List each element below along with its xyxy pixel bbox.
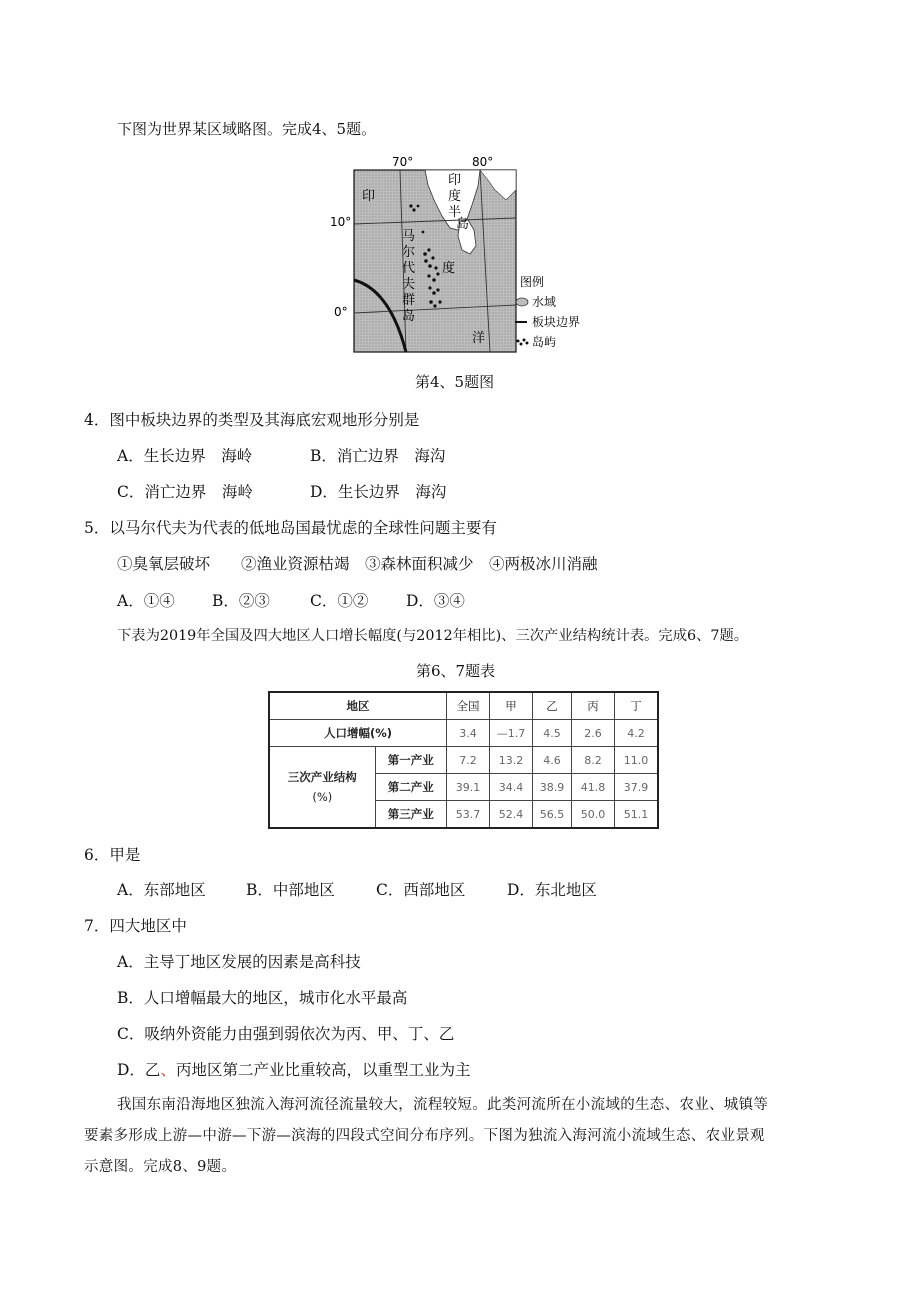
q7-option-d-prefix: D．乙 — [117, 1061, 161, 1079]
table-cell: 50.0 — [572, 801, 615, 829]
population-value: 4.2 — [615, 720, 659, 747]
legend-island-swatch — [517, 339, 529, 346]
map-label-yin: 印 — [362, 189, 376, 204]
q6-option-c[interactable]: C．西部地区 — [376, 881, 466, 899]
islands-char-2: 尔 — [402, 245, 416, 260]
lat-label-10: 10° — [330, 215, 352, 229]
peninsula-char-4: 岛 — [456, 217, 470, 232]
q7-option-d-rest: 丙地区第二产业比重较高，以重型工业为主 — [175, 1061, 471, 1079]
table-cell: 8.2 — [572, 747, 615, 774]
row-label: 第二产业 — [375, 774, 446, 801]
q7-option-d-comma: 、 — [160, 1061, 176, 1079]
lon-label-80: 80° — [472, 155, 494, 169]
intro-q4-5: 下图为世界某区域略图。完成4、5题。 — [117, 120, 377, 138]
table-cell: 4.6 — [533, 747, 572, 774]
table-cell: 41.8 — [572, 774, 615, 801]
q4-stem: 4．图中板块边界的类型及其海底宏观地形分别是 — [84, 411, 420, 429]
table-cell: 39.1 — [447, 774, 490, 801]
table-cell: 11.0 — [615, 747, 659, 774]
legend-water-swatch — [516, 298, 528, 306]
q7-option-c[interactable]: C．吸纳外资能力由强到弱依次为丙、甲、丁、乙 — [117, 1025, 455, 1043]
header-national: 全国 — [447, 692, 490, 720]
population-value: 2.6 — [572, 720, 615, 747]
q4-option-d[interactable]: D．生长边界 海沟 — [310, 483, 447, 501]
q4-option-c[interactable]: C．消亡边界 海岭 — [117, 483, 253, 501]
table-caption: 第6、7题表 — [416, 662, 496, 680]
statistics-table — [268, 691, 659, 829]
q6-option-d[interactable]: D．东北地区 — [507, 881, 597, 899]
map-label-du: 度 — [442, 261, 456, 276]
islands-char-3: 代 — [402, 261, 416, 276]
q6-stem: 6．甲是 — [84, 846, 141, 864]
q4-option-b[interactable]: B．消亡边界 海沟 — [310, 447, 446, 465]
islands-char-6: 岛 — [402, 309, 416, 324]
header-ding: 丁 — [615, 692, 659, 720]
header-jia: 甲 — [490, 692, 533, 720]
islands-char-4: 夫 — [402, 277, 416, 292]
q7-option-a[interactable]: A．主导丁地区发展的因素是高科技 — [117, 953, 361, 971]
intro-q8-9-line1: 我国东南沿海地区独流入海河流径流量较大，流程较短。此类河流所在小流域的生态、农业、城镇等 — [117, 1097, 769, 1113]
q5-option-d[interactable]: D．③④ — [406, 592, 465, 610]
table-row-population — [269, 720, 658, 747]
row-label: 第三产业 — [375, 801, 446, 829]
q4-option-a[interactable]: A．生长边界 海岭 — [117, 447, 253, 465]
peninsula-char-1: 印 — [448, 173, 462, 188]
table-cell: 13.2 — [490, 747, 533, 774]
table-cell: 56.5 — [533, 801, 572, 829]
table-cell: 51.1 — [615, 801, 659, 829]
peninsula-char-3: 半 — [448, 205, 462, 220]
header-yi: 乙 — [533, 692, 572, 720]
legend-water-label: 水域 — [532, 295, 557, 309]
q7-stem: 7．四大地区中 — [84, 917, 187, 935]
row-label: 第一产业 — [375, 747, 446, 774]
population-value: 4.5 — [533, 720, 572, 747]
population-value: —1.7 — [490, 720, 533, 747]
region-map — [330, 150, 600, 360]
map-label-yang: 洋 — [472, 331, 486, 346]
lon-label-70: 70° — [392, 155, 414, 169]
table-row-primary — [269, 747, 658, 774]
legend-boundary-label: 板块边界 — [532, 315, 581, 329]
header-region: 地区 — [269, 692, 447, 720]
lat-label-0: 0° — [334, 305, 348, 319]
table-cell: 38.9 — [533, 774, 572, 801]
q5-stem: 5．以马尔代夫为代表的低地岛国最忧虑的全球性问题主要有 — [84, 519, 497, 537]
q7-option-d[interactable] — [117, 1058, 470, 1080]
intro-q6-7: 下表为2019年全国及四大地区人口增长幅度(与2012年相比)、三次产业结构统计表。完成6、7题。 — [117, 628, 749, 644]
islands-char-5: 群 — [402, 293, 416, 308]
header-bing: 丙 — [572, 692, 615, 720]
q6-option-b[interactable]: B．中部地区 — [246, 881, 335, 899]
intro-q8-9-line2: 要素多形成上游—中游—下游—滨海的四段式空间分布序列。下图为独流入海河流小流域生态、农业景观 — [84, 1128, 765, 1144]
q5-option-b[interactable]: B．②③ — [212, 592, 270, 610]
table-cell: 52.4 — [490, 801, 533, 829]
population-value: 3.4 — [447, 720, 490, 747]
q5-items: ①臭氧层破坏 ②渔业资源枯竭 ③森林面积减少 ④两极冰川消融 — [117, 555, 598, 573]
table-header-row — [269, 692, 658, 720]
legend-title: 图例 — [520, 275, 545, 289]
intro-q8-9-line3: 示意图。完成8、9题。 — [84, 1159, 237, 1175]
islands-char-1: 马 — [402, 229, 416, 244]
table-cell: 37.9 — [615, 774, 659, 801]
industry-structure-label-1: 三次产业结构 — [287, 770, 357, 784]
industry-structure-label — [269, 747, 375, 829]
population-label: 人口增幅(%) — [269, 720, 447, 747]
q5-option-a[interactable]: A．①④ — [117, 592, 175, 610]
map-caption: 第4、5题图 — [415, 373, 495, 391]
table-cell: 7.2 — [447, 747, 490, 774]
industry-structure-label-2: (%) — [312, 790, 333, 804]
table-cell: 53.7 — [447, 801, 490, 829]
q7-option-b[interactable]: B．人口增幅最大的地区，城市化水平最高 — [117, 989, 408, 1007]
q5-option-c[interactable]: C．①② — [310, 592, 369, 610]
peninsula-char-2: 度 — [448, 189, 462, 204]
legend-island-label: 岛屿 — [532, 335, 557, 349]
q6-option-a[interactable]: A．东部地区 — [117, 881, 206, 899]
table-cell: 34.4 — [490, 774, 533, 801]
